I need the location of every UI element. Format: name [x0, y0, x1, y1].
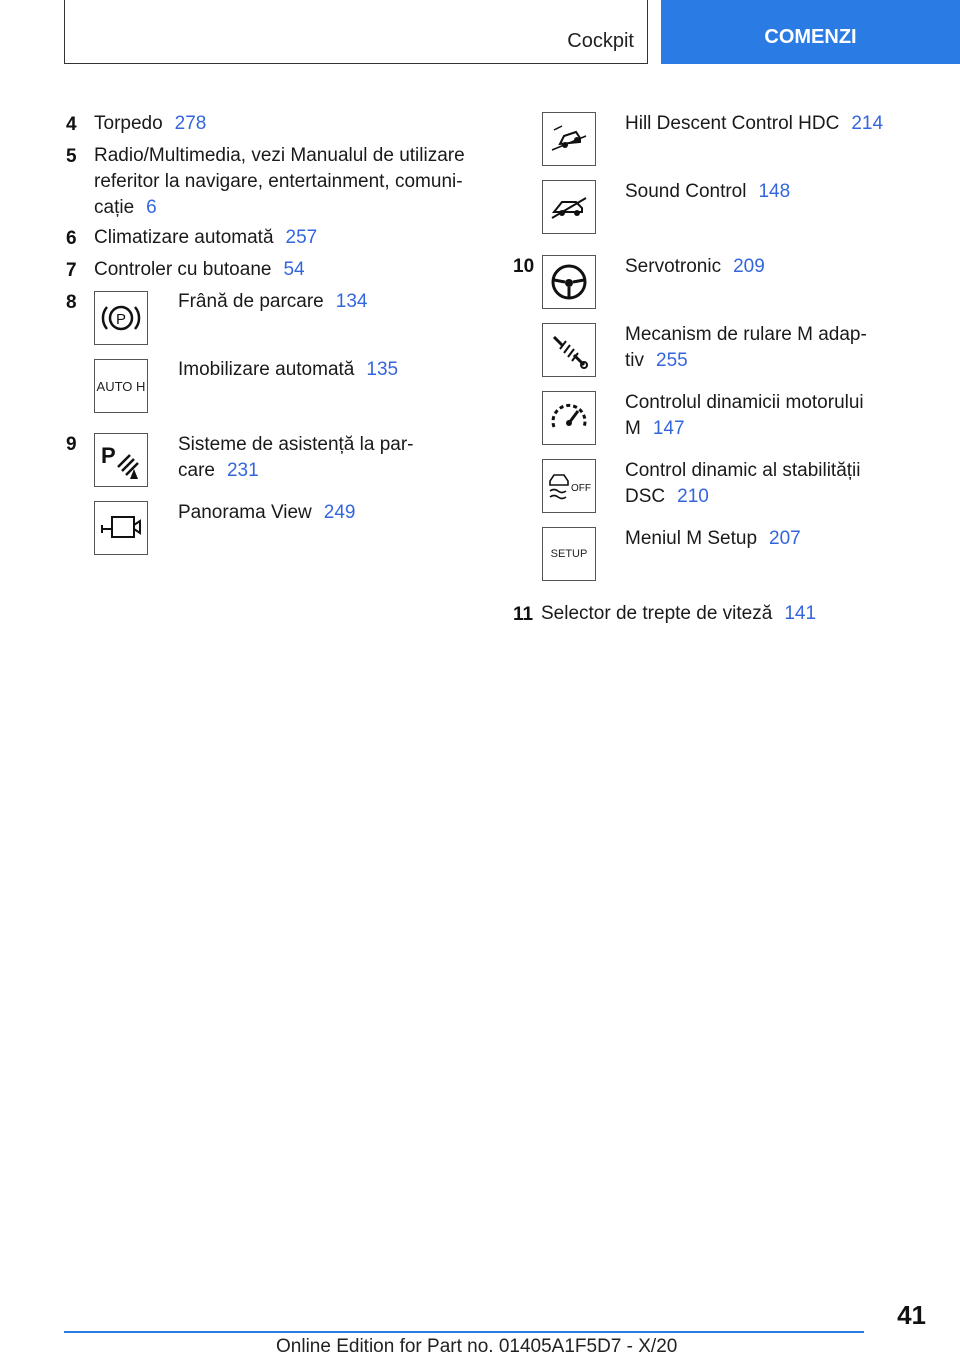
speedometer-icon	[542, 391, 596, 445]
item-number: 7	[66, 260, 77, 281]
page-link[interactable]: 54	[283, 259, 305, 280]
item-label: Radio/Multimedia, vezi Manualul de utilizare referitor la navigare, entertainment, comuni-cație	[94, 145, 465, 218]
icon-label: SETUP	[550, 548, 588, 560]
item-label: Sisteme de asistență la par-care	[178, 434, 414, 481]
item-label: Torpedo	[94, 113, 163, 134]
item-label: Frână de parcare	[178, 291, 324, 312]
item-label: Mecanism de rulare M adap-tiv	[625, 324, 867, 371]
footer-text: Online Edition for Part no. 01405A1F5D7 - X/20	[276, 1336, 678, 1357]
page-link[interactable]: 249	[323, 502, 356, 523]
item-number: 5	[66, 146, 77, 167]
item-label: Control dinamic al stabilității DSC	[625, 460, 861, 507]
list-item	[94, 111, 474, 137]
page-link[interactable]: 207	[769, 528, 801, 549]
svg-text:P: P	[101, 443, 116, 468]
parking-brake-icon	[94, 291, 148, 345]
item-label: Controlul dinamicii motorului M	[625, 392, 864, 439]
item-label: Selector de trepte de viteză	[541, 603, 773, 624]
list-item	[625, 322, 875, 374]
list-item	[94, 143, 466, 221]
page-link[interactable]: 148	[758, 181, 791, 202]
dsc-off-icon	[542, 459, 596, 513]
setup-icon	[542, 527, 596, 581]
page-link[interactable]: 231	[226, 460, 259, 481]
list-item	[541, 601, 941, 627]
page-link[interactable]: 141	[784, 603, 817, 624]
item-label: Panorama View	[178, 502, 312, 523]
item-label: Sound Control	[625, 181, 747, 202]
list-item	[178, 357, 468, 383]
list-item	[178, 500, 468, 526]
list-item	[625, 111, 925, 137]
sound-control-icon	[542, 180, 596, 234]
list-item	[94, 225, 474, 251]
steering-wheel-icon	[542, 255, 596, 309]
item-number: 4	[66, 114, 77, 135]
panorama-view-icon	[94, 501, 148, 555]
list-item	[625, 458, 885, 510]
list-item	[625, 179, 925, 205]
item-label: Hill Descent Control HDC	[625, 113, 840, 134]
page-link[interactable]: 257	[285, 227, 318, 248]
header-box	[64, 0, 648, 64]
icon-label: AUTO H	[96, 378, 146, 394]
item-label: Meniul M Setup	[625, 528, 758, 549]
list-item	[625, 526, 925, 552]
page-link[interactable]: 209	[733, 256, 765, 277]
park-assist-icon	[94, 433, 148, 487]
auto-hold-icon	[94, 359, 148, 413]
shock-absorber-icon	[542, 323, 596, 377]
item-number: 11	[513, 604, 534, 625]
list-item	[178, 432, 438, 484]
section-title: Cockpit	[567, 30, 634, 52]
item-number: 9	[66, 434, 77, 455]
list-item	[178, 289, 468, 315]
svg-text:P: P	[115, 311, 127, 328]
page-link[interactable]: 210	[677, 486, 709, 507]
item-label: Servotronic	[625, 256, 722, 277]
page-link[interactable]: 147	[652, 418, 685, 439]
item-label: Climatizare automată	[94, 227, 274, 248]
item-number: 8	[66, 292, 77, 313]
footer-rule	[64, 1331, 864, 1333]
item-number: 6	[66, 228, 77, 249]
page-link[interactable]: 255	[656, 350, 688, 371]
item-number: 10	[513, 256, 535, 277]
item-label: Controler cu butoane	[94, 259, 272, 280]
hill-descent-icon	[542, 112, 596, 166]
page-link[interactable]: 278	[174, 113, 207, 134]
page-number: 41	[897, 1300, 926, 1330]
chapter-tab[interactable]: COMENZI	[661, 0, 960, 64]
page-link[interactable]: 135	[366, 359, 399, 380]
item-label: Imobilizare automată	[178, 359, 355, 380]
page-link[interactable]: 134	[335, 291, 368, 312]
list-item	[625, 254, 925, 280]
list-item	[625, 390, 885, 442]
page-link[interactable]: 6	[146, 197, 157, 218]
page-link[interactable]: 214	[851, 113, 884, 134]
list-item	[94, 257, 474, 283]
icon-label: OFF	[571, 483, 591, 494]
